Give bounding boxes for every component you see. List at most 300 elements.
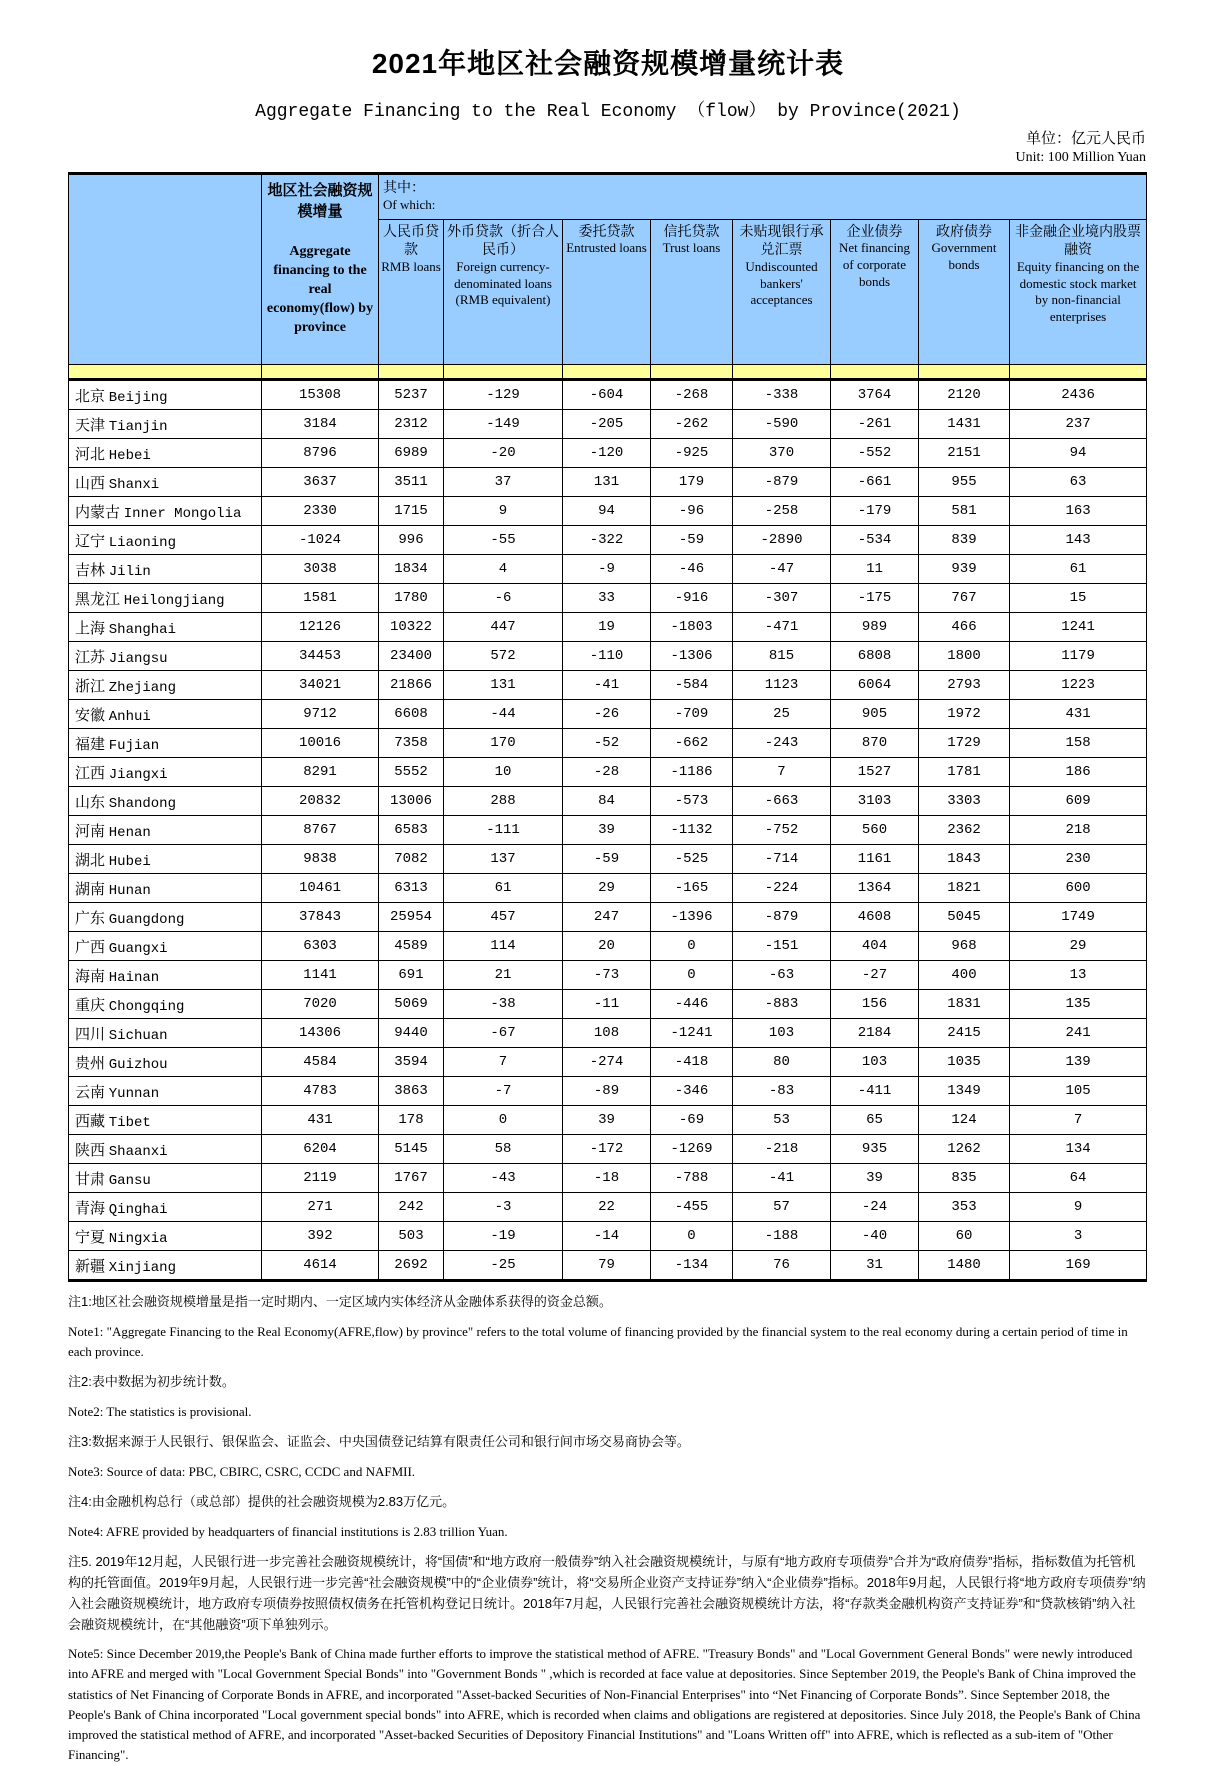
table-row bbox=[69, 990, 1147, 1019]
government-bonds-cell: 124 bbox=[919, 1106, 1010, 1135]
foreign-currency-loans-cell: 9 bbox=[444, 497, 563, 526]
corporate-bonds-cell: 560 bbox=[831, 816, 919, 845]
col-header-entrusted-loans bbox=[563, 220, 651, 365]
equity-financing-cell: 163 bbox=[1010, 497, 1147, 526]
foreign-currency-loans-cell: 61 bbox=[444, 874, 563, 903]
government-bonds-cell: 1729 bbox=[919, 729, 1010, 758]
table-body bbox=[69, 380, 1147, 1281]
equity-financing-cell: 158 bbox=[1010, 729, 1147, 758]
corporate-bonds-cell: 905 bbox=[831, 700, 919, 729]
afre-value-cell: 9838 bbox=[262, 845, 379, 874]
entrusted-loans-cell: 20 bbox=[563, 932, 651, 961]
government-bonds-cell: 767 bbox=[919, 584, 1010, 613]
col-header-equity-financing bbox=[1010, 220, 1147, 365]
trust-loans-cell: -1241 bbox=[651, 1019, 733, 1048]
government-bonds-cell: 2793 bbox=[919, 671, 1010, 700]
province-name-en: Hunan bbox=[108, 882, 151, 899]
government-bonds-cell: 955 bbox=[919, 468, 1010, 497]
foreign-currency-loans-cell: 21 bbox=[444, 961, 563, 990]
rmb-loans-cell: 7358 bbox=[379, 729, 444, 758]
table-row bbox=[69, 1077, 1147, 1106]
province-name-cn: 内蒙古 bbox=[75, 503, 121, 521]
afre-value-cell: 6204 bbox=[262, 1135, 379, 1164]
afre-value-cell: 2330 bbox=[262, 497, 379, 526]
rmb-loans-cell: 242 bbox=[379, 1193, 444, 1222]
province-name-en: Guangxi bbox=[108, 940, 168, 957]
undiscounted-acceptances-cell: -218 bbox=[733, 1135, 831, 1164]
province-name-cn: 天津 bbox=[75, 416, 106, 434]
government-bonds-cell: 1262 bbox=[919, 1135, 1010, 1164]
unit-label-en: Unit: 100 Million Yuan bbox=[1015, 149, 1146, 165]
table-row bbox=[69, 584, 1147, 613]
province-name-cn: 重庆 bbox=[75, 996, 106, 1014]
province-name-en: Gansu bbox=[108, 1172, 151, 1189]
foreign-currency-loans-cell: -67 bbox=[444, 1019, 563, 1048]
province-name-en: Liaoning bbox=[108, 534, 176, 551]
equity-financing-cell: 169 bbox=[1010, 1251, 1147, 1281]
note-text-cn: 注4:由金融机构总行（或总部）提供的社会融资规模为2.83万亿元。 bbox=[68, 1494, 456, 1510]
foreign-currency-loans-cell: 447 bbox=[444, 613, 563, 642]
table-row bbox=[69, 380, 1147, 410]
strip-cell bbox=[262, 365, 379, 380]
province-name-en: Sichuan bbox=[108, 1027, 168, 1044]
rmb-loans-cell: 4589 bbox=[379, 932, 444, 961]
header-row-top bbox=[69, 174, 1147, 220]
province-cell bbox=[69, 497, 262, 526]
note-text-en: Note2: The statistics is provisional. bbox=[68, 1404, 252, 1420]
note-text-en: Note5: Since December 2019,the People's Bank of China made further efforts to improve the statistical method of AFRE. "Treasury Bonds" and "Local Government General Bonds" were newly introduced into AFRE and merged with "Local Government Special Bonds" into "Government Bonds " ,which is recorded at face value at depositories. Since September 2019, the People's Bank of China improved the statistics of Net Financing of Corporate Bonds in AFRE, and incorporated "Asset-backed Securities of Non-Financial Enterprises" into “Net Financing of Corporate Bonds”. Since September 2018, the People's Bank of China incorporated "Local government special bonds" into AFRE, which is recorded when claims and obligations are registered at depositories. Since July 2018, the People's Bank of China improved the statistical method of AFRE, and incorporated "Asset-backed Securities of Depository Financial Institutions" and "Loans Written off" into AFRE, which is reflected as a sub-item of "Other Financing". bbox=[68, 1646, 1141, 1763]
province-cell bbox=[69, 642, 262, 671]
province-name-cn: 云南 bbox=[75, 1083, 106, 1101]
undiscounted-acceptances-cell: -2890 bbox=[733, 526, 831, 555]
afre-value-cell: 9712 bbox=[262, 700, 379, 729]
corporate-bonds-cell: 404 bbox=[831, 932, 919, 961]
province-name-cn: 浙江 bbox=[75, 677, 106, 695]
province-name-en: Henan bbox=[108, 824, 151, 841]
note-text-en: Note1: "Aggregate Financing to the Real Economy(AFRE,flow) by province" refers to the total volume of financing provided by the financial system to the real economy during a certain period of time in each province. bbox=[68, 1324, 1128, 1360]
table-row bbox=[69, 816, 1147, 845]
table-row bbox=[69, 555, 1147, 584]
foreign-currency-loans-cell: -111 bbox=[444, 816, 563, 845]
undiscounted-acceptances-cell: -879 bbox=[733, 903, 831, 932]
corporate-bonds-cell: 4608 bbox=[831, 903, 919, 932]
province-cell bbox=[69, 787, 262, 816]
page-subtitle: Aggregate Financing to the Real Economy （flow） by Province(2021) bbox=[255, 102, 961, 122]
note bbox=[68, 1292, 1148, 1362]
province-name-cn: 湖南 bbox=[75, 880, 106, 898]
entrusted-loans-cell: -274 bbox=[563, 1048, 651, 1077]
equity-financing-cell: 600 bbox=[1010, 874, 1147, 903]
province-name-en: Jilin bbox=[108, 563, 151, 580]
yellow-strip-row bbox=[69, 365, 1147, 380]
province-name-en: Shanghai bbox=[108, 621, 176, 638]
trust-loans-cell: -525 bbox=[651, 845, 733, 874]
province-name-en: Yunnan bbox=[108, 1085, 160, 1102]
corporate-bonds-cell: 6064 bbox=[831, 671, 919, 700]
equity-financing-cell: 143 bbox=[1010, 526, 1147, 555]
foreign-currency-loans-cell: 10 bbox=[444, 758, 563, 787]
col-header-undiscounted-acceptances bbox=[733, 220, 831, 365]
government-bonds-cell: 2362 bbox=[919, 816, 1010, 845]
undiscounted-acceptances-cell: -188 bbox=[733, 1222, 831, 1251]
trust-loans-cell: -96 bbox=[651, 497, 733, 526]
trust-loans-cell: 0 bbox=[651, 1222, 733, 1251]
afre-value-cell: 8767 bbox=[262, 816, 379, 845]
equity-financing-cell: 2436 bbox=[1010, 380, 1147, 410]
col-header-cn: 未贴现银行承兑汇票 bbox=[739, 223, 824, 258]
province-column-header bbox=[69, 174, 262, 365]
province-name-en: Shanxi bbox=[108, 476, 160, 493]
afre-value-cell: 12126 bbox=[262, 613, 379, 642]
undiscounted-acceptances-cell: -47 bbox=[733, 555, 831, 584]
equity-financing-cell: 139 bbox=[1010, 1048, 1147, 1077]
province-name-cn: 湖北 bbox=[75, 851, 106, 869]
trust-loans-cell: -1803 bbox=[651, 613, 733, 642]
government-bonds-cell: 1972 bbox=[919, 700, 1010, 729]
trust-loans-cell: 0 bbox=[651, 932, 733, 961]
table-row bbox=[69, 410, 1147, 439]
equity-financing-cell: 134 bbox=[1010, 1135, 1147, 1164]
table-row bbox=[69, 700, 1147, 729]
page-title: 2021年地区社会融资规模增量统计表 bbox=[371, 48, 845, 79]
entrusted-loans-cell: -172 bbox=[563, 1135, 651, 1164]
foreign-currency-loans-cell: -129 bbox=[444, 380, 563, 410]
government-bonds-cell: 1480 bbox=[919, 1251, 1010, 1281]
table-row bbox=[69, 613, 1147, 642]
foreign-currency-loans-cell: 137 bbox=[444, 845, 563, 874]
afre-value-cell: 14306 bbox=[262, 1019, 379, 1048]
entrusted-loans-cell: 22 bbox=[563, 1193, 651, 1222]
rmb-loans-cell: 1780 bbox=[379, 584, 444, 613]
note-text-cn: 注2:表中数据为初步统计数。 bbox=[68, 1374, 235, 1390]
corporate-bonds-cell: -411 bbox=[831, 1077, 919, 1106]
col-header-en: Government bonds bbox=[931, 240, 997, 273]
equity-financing-cell: 3 bbox=[1010, 1222, 1147, 1251]
province-cell bbox=[69, 700, 262, 729]
province-name-cn: 上海 bbox=[75, 619, 106, 637]
afre-value-cell: 6303 bbox=[262, 932, 379, 961]
undiscounted-acceptances-cell: 57 bbox=[733, 1193, 831, 1222]
trust-loans-cell: -418 bbox=[651, 1048, 733, 1077]
trust-loans-cell: -165 bbox=[651, 874, 733, 903]
trust-loans-cell: 0 bbox=[651, 961, 733, 990]
afre-table bbox=[68, 172, 1147, 1282]
corporate-bonds-cell: -179 bbox=[831, 497, 919, 526]
province-name-cn: 山西 bbox=[75, 474, 106, 492]
entrusted-loans-cell: -73 bbox=[563, 961, 651, 990]
government-bonds-cell: 2151 bbox=[919, 439, 1010, 468]
rmb-loans-cell: 6583 bbox=[379, 816, 444, 845]
table-row bbox=[69, 1019, 1147, 1048]
province-name-en: Inner Mongolia bbox=[123, 505, 242, 522]
undiscounted-acceptances-cell: -307 bbox=[733, 584, 831, 613]
rmb-loans-cell: 178 bbox=[379, 1106, 444, 1135]
trust-loans-cell: -1396 bbox=[651, 903, 733, 932]
trust-loans-cell: -916 bbox=[651, 584, 733, 613]
col-header-en: Undiscounted bankers' acceptances bbox=[745, 258, 818, 308]
undiscounted-acceptances-cell: -151 bbox=[733, 932, 831, 961]
equity-financing-cell: 237 bbox=[1010, 410, 1147, 439]
col-header-en: Net financing of corporate bonds bbox=[838, 240, 911, 290]
table-row bbox=[69, 526, 1147, 555]
rmb-loans-cell: 2692 bbox=[379, 1251, 444, 1281]
col-header-foreign-currency-loans bbox=[444, 220, 563, 365]
afre-value-cell: 20832 bbox=[262, 787, 379, 816]
table-row bbox=[69, 1135, 1147, 1164]
trust-loans-cell: -788 bbox=[651, 1164, 733, 1193]
corporate-bonds-cell: 935 bbox=[831, 1135, 919, 1164]
note bbox=[68, 1432, 1148, 1482]
province-cell bbox=[69, 990, 262, 1019]
trust-loans-cell: -455 bbox=[651, 1193, 733, 1222]
trust-loans-cell: -1186 bbox=[651, 758, 733, 787]
government-bonds-cell: 353 bbox=[919, 1193, 1010, 1222]
foreign-currency-loans-cell: -149 bbox=[444, 410, 563, 439]
province-cell bbox=[69, 380, 262, 410]
rmb-loans-cell: 3511 bbox=[379, 468, 444, 497]
government-bonds-cell: 939 bbox=[919, 555, 1010, 584]
rmb-loans-cell: 7082 bbox=[379, 845, 444, 874]
corporate-bonds-cell: 103 bbox=[831, 1048, 919, 1077]
corporate-bonds-cell: 6808 bbox=[831, 642, 919, 671]
corporate-bonds-cell: -534 bbox=[831, 526, 919, 555]
government-bonds-cell: 835 bbox=[919, 1164, 1010, 1193]
afre-value-cell: 15308 bbox=[262, 380, 379, 410]
province-cell bbox=[69, 932, 262, 961]
province-name-en: Hainan bbox=[108, 969, 160, 986]
province-name-en: Hubei bbox=[108, 853, 151, 870]
afre-value-cell: 1581 bbox=[262, 584, 379, 613]
government-bonds-cell: 60 bbox=[919, 1222, 1010, 1251]
col-header-cn: 政府债券 bbox=[936, 223, 992, 240]
note-text-cn: 注3:数据来源于人民银行、银保监会、证监会、中央国债登记结算有限责任公司和银行间市场交易商协会等。 bbox=[68, 1434, 690, 1450]
foreign-currency-loans-cell: -6 bbox=[444, 584, 563, 613]
government-bonds-cell: 1843 bbox=[919, 845, 1010, 874]
entrusted-loans-cell: -59 bbox=[563, 845, 651, 874]
equity-financing-cell: 1241 bbox=[1010, 613, 1147, 642]
rmb-loans-cell: 25954 bbox=[379, 903, 444, 932]
province-name-en: Jiangxi bbox=[108, 766, 168, 783]
province-name-cn: 吉林 bbox=[75, 561, 106, 579]
entrusted-loans-cell: -41 bbox=[563, 671, 651, 700]
rmb-loans-cell: 2312 bbox=[379, 410, 444, 439]
afre-value-cell: 4614 bbox=[262, 1251, 379, 1281]
province-name-cn: 黑龙江 bbox=[75, 590, 121, 608]
equity-financing-cell: 186 bbox=[1010, 758, 1147, 787]
equity-financing-cell: 15 bbox=[1010, 584, 1147, 613]
foreign-currency-loans-cell: -25 bbox=[444, 1251, 563, 1281]
foreign-currency-loans-cell: -44 bbox=[444, 700, 563, 729]
entrusted-loans-cell: -52 bbox=[563, 729, 651, 758]
table-row bbox=[69, 1106, 1147, 1135]
rmb-loans-cell: 691 bbox=[379, 961, 444, 990]
afre-value-cell: 4584 bbox=[262, 1048, 379, 1077]
undiscounted-acceptances-cell: 7 bbox=[733, 758, 831, 787]
col-header-en: Foreign currency-denominated loans (RMB equivalent) bbox=[454, 258, 552, 308]
strip-cell bbox=[69, 365, 262, 380]
province-cell bbox=[69, 468, 262, 497]
afre-value-cell: 34453 bbox=[262, 642, 379, 671]
col-header-cn: 企业债券 bbox=[846, 223, 903, 240]
notes-section bbox=[68, 1292, 1148, 1765]
rmb-loans-cell: 5552 bbox=[379, 758, 444, 787]
province-name-en: Qinghai bbox=[108, 1201, 168, 1218]
corporate-bonds-cell: -24 bbox=[831, 1193, 919, 1222]
foreign-currency-loans-cell: 114 bbox=[444, 932, 563, 961]
province-name-en: Jiangsu bbox=[108, 650, 168, 667]
province-name-cn: 北京 bbox=[75, 387, 106, 405]
trust-loans-cell: -1269 bbox=[651, 1135, 733, 1164]
province-cell bbox=[69, 526, 262, 555]
table-row bbox=[69, 642, 1147, 671]
province-name-en: Xinjiang bbox=[108, 1259, 176, 1276]
province-cell bbox=[69, 613, 262, 642]
ofwhich-header-cn: 其中： bbox=[383, 179, 425, 196]
col-header-en: Entrusted loans bbox=[566, 240, 647, 256]
entrusted-loans-cell: -120 bbox=[563, 439, 651, 468]
government-bonds-cell: 1800 bbox=[919, 642, 1010, 671]
province-cell bbox=[69, 845, 262, 874]
corporate-bonds-cell: 2184 bbox=[831, 1019, 919, 1048]
entrusted-loans-cell: -205 bbox=[563, 410, 651, 439]
rmb-loans-cell: 10322 bbox=[379, 613, 444, 642]
province-cell bbox=[69, 584, 262, 613]
foreign-currency-loans-cell: 58 bbox=[444, 1135, 563, 1164]
undiscounted-acceptances-cell: 53 bbox=[733, 1106, 831, 1135]
trust-loans-cell: -1306 bbox=[651, 642, 733, 671]
afre-value-cell: 10461 bbox=[262, 874, 379, 903]
rmb-loans-cell: 6989 bbox=[379, 439, 444, 468]
afre-value-cell: 3184 bbox=[262, 410, 379, 439]
province-cell bbox=[69, 816, 262, 845]
province-name-en: Tibet bbox=[108, 1114, 151, 1131]
rmb-loans-cell: 503 bbox=[379, 1222, 444, 1251]
rmb-loans-cell: 1834 bbox=[379, 555, 444, 584]
government-bonds-cell: 1821 bbox=[919, 874, 1010, 903]
corporate-bonds-cell: 156 bbox=[831, 990, 919, 1019]
undiscounted-acceptances-cell: -41 bbox=[733, 1164, 831, 1193]
table-row bbox=[69, 497, 1147, 526]
undiscounted-acceptances-cell: -83 bbox=[733, 1077, 831, 1106]
undiscounted-acceptances-cell: 1123 bbox=[733, 671, 831, 700]
strip-cell bbox=[563, 365, 651, 380]
corporate-bonds-cell: -552 bbox=[831, 439, 919, 468]
province-name-en: Guizhou bbox=[108, 1056, 168, 1073]
undiscounted-acceptances-cell: -471 bbox=[733, 613, 831, 642]
province-name-cn: 江苏 bbox=[75, 648, 106, 666]
undiscounted-acceptances-cell: -879 bbox=[733, 468, 831, 497]
province-cell bbox=[69, 1106, 262, 1135]
province-cell bbox=[69, 439, 262, 468]
undiscounted-acceptances-cell: 25 bbox=[733, 700, 831, 729]
entrusted-loans-cell: -18 bbox=[563, 1164, 651, 1193]
entrusted-loans-cell: -14 bbox=[563, 1222, 651, 1251]
entrusted-loans-cell: 79 bbox=[563, 1251, 651, 1281]
foreign-currency-loans-cell: 7 bbox=[444, 1048, 563, 1077]
afre-value-cell: 34021 bbox=[262, 671, 379, 700]
province-cell bbox=[69, 1077, 262, 1106]
corporate-bonds-cell: 1527 bbox=[831, 758, 919, 787]
province-name-cn: 山东 bbox=[75, 793, 106, 811]
province-name-en: Shaanxi bbox=[108, 1143, 168, 1160]
province-name-en: Chongqing bbox=[108, 998, 185, 1015]
entrusted-loans-cell: 33 bbox=[563, 584, 651, 613]
province-cell bbox=[69, 1048, 262, 1077]
province-cell bbox=[69, 1222, 262, 1251]
trust-loans-cell: -268 bbox=[651, 380, 733, 410]
province-name-cn: 四川 bbox=[75, 1025, 106, 1043]
afre-value-cell: 431 bbox=[262, 1106, 379, 1135]
foreign-currency-loans-cell: 4 bbox=[444, 555, 563, 584]
entrusted-loans-cell: 247 bbox=[563, 903, 651, 932]
foreign-currency-loans-cell: 457 bbox=[444, 903, 563, 932]
trust-loans-cell: -262 bbox=[651, 410, 733, 439]
afre-value-cell: -1024 bbox=[262, 526, 379, 555]
equity-financing-cell: 1179 bbox=[1010, 642, 1147, 671]
note bbox=[68, 1372, 1148, 1422]
table-row bbox=[69, 1222, 1147, 1251]
government-bonds-cell: 968 bbox=[919, 932, 1010, 961]
equity-financing-cell: 105 bbox=[1010, 1077, 1147, 1106]
equity-financing-cell: 241 bbox=[1010, 1019, 1147, 1048]
col-header-rmb-loans bbox=[379, 220, 444, 365]
rmb-loans-cell: 6608 bbox=[379, 700, 444, 729]
col-header-trust-loans bbox=[651, 220, 733, 365]
table-row bbox=[69, 439, 1147, 468]
unit-block bbox=[0, 130, 1146, 166]
foreign-currency-loans-cell: -3 bbox=[444, 1193, 563, 1222]
entrusted-loans-cell: 94 bbox=[563, 497, 651, 526]
undiscounted-acceptances-cell: 76 bbox=[733, 1251, 831, 1281]
trust-loans-cell: -446 bbox=[651, 990, 733, 1019]
foreign-currency-loans-cell: -43 bbox=[444, 1164, 563, 1193]
entrusted-loans-cell: -604 bbox=[563, 380, 651, 410]
province-name-cn: 海南 bbox=[75, 967, 106, 985]
trust-loans-cell: 179 bbox=[651, 468, 733, 497]
province-cell bbox=[69, 874, 262, 903]
equity-financing-cell: 64 bbox=[1010, 1164, 1147, 1193]
table-row bbox=[69, 787, 1147, 816]
corporate-bonds-cell: 11 bbox=[831, 555, 919, 584]
foreign-currency-loans-cell: 37 bbox=[444, 468, 563, 497]
trust-loans-cell: -573 bbox=[651, 787, 733, 816]
province-name-cn: 西藏 bbox=[75, 1112, 106, 1130]
corporate-bonds-cell: 870 bbox=[831, 729, 919, 758]
equity-financing-cell: 94 bbox=[1010, 439, 1147, 468]
rmb-loans-cell: 13006 bbox=[379, 787, 444, 816]
foreign-currency-loans-cell: 131 bbox=[444, 671, 563, 700]
province-name-en: Zhejiang bbox=[108, 679, 176, 696]
trust-loans-cell: -709 bbox=[651, 700, 733, 729]
afre-value-cell: 7020 bbox=[262, 990, 379, 1019]
table-row bbox=[69, 932, 1147, 961]
rmb-loans-cell: 23400 bbox=[379, 642, 444, 671]
strip-cell bbox=[444, 365, 563, 380]
strip-cell bbox=[651, 365, 733, 380]
undiscounted-acceptances-cell: -338 bbox=[733, 380, 831, 410]
table-row bbox=[69, 874, 1147, 903]
province-cell bbox=[69, 410, 262, 439]
corporate-bonds-cell: 65 bbox=[831, 1106, 919, 1135]
corporate-bonds-cell: 3764 bbox=[831, 380, 919, 410]
foreign-currency-loans-cell: 572 bbox=[444, 642, 563, 671]
equity-financing-cell: 61 bbox=[1010, 555, 1147, 584]
province-cell bbox=[69, 671, 262, 700]
col-header-corporate-bonds bbox=[831, 220, 919, 365]
trust-loans-cell: -1132 bbox=[651, 816, 733, 845]
table-row bbox=[69, 729, 1147, 758]
undiscounted-acceptances-cell: 103 bbox=[733, 1019, 831, 1048]
